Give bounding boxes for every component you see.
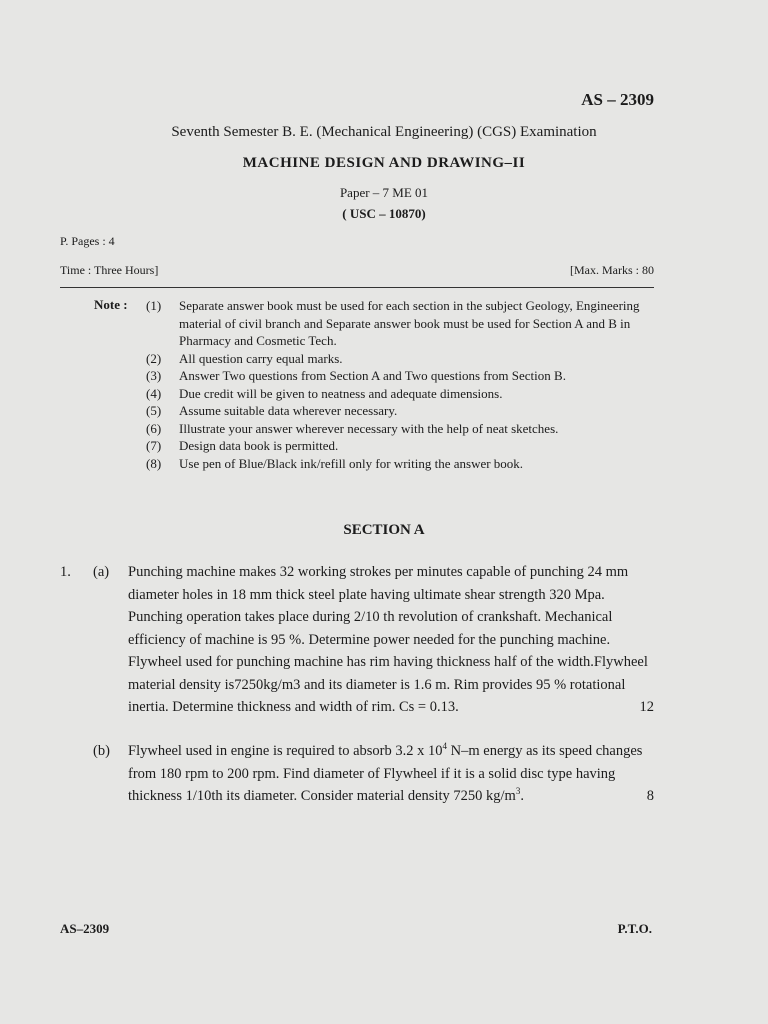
note-label: Note :	[94, 297, 128, 312]
subject-title: MACHINE DESIGN AND DRAWING–II	[242, 155, 526, 171]
subquestion-b-label: (b)	[93, 743, 110, 759]
note-item: (3) Answer Two questions from Section A and Two questions from Section B.	[146, 368, 566, 383]
paper-code-top: AS – 2309	[581, 90, 654, 109]
subquestion-b-text-3: .	[520, 788, 524, 804]
note-item: (7) Design data book is permitted.	[146, 438, 339, 453]
note-item: (4) Due credit will be given to neatness and adequate dimensions.	[146, 385, 503, 401]
max-marks: [Max. Marks : 80	[570, 263, 654, 277]
footer-paper-code: AS–2309	[60, 921, 110, 936]
usc-code: ( USC – 10870)	[342, 206, 426, 221]
note-item: (2) All question carry equal marks.	[146, 350, 343, 366]
subquestion-a	[128, 561, 654, 719]
question-number: 1.	[60, 564, 71, 580]
section-a-title: SECTION A	[343, 522, 425, 538]
exponent: 4	[442, 741, 448, 752]
subquestion-b-marks: 8	[646, 788, 654, 804]
note-item: (8) Use pen of Blue/Black ink/refill only for writing the answer book.	[146, 455, 524, 471]
subquestion-b-text-2: N–m energy as its speed changes from 180 rpm to 200 rpm. Find diameter of Flywheel if it is a solid disc type having thickness 1/10th its diameter. Consider material density 7250 kg/m	[128, 743, 643, 804]
time-allowed: Time : Three Hours]	[60, 263, 159, 277]
header-divider	[60, 287, 654, 288]
note-item: (5) Assume suitable data wherever necessary.	[146, 403, 398, 418]
note-item: (1) Separate answer book must be used for each section in the subject Geology, Engineering material of civil branch and Separate answer book must be used for Section A and B in Pharmacy and Cosmetic Tech.	[146, 298, 640, 348]
paper-number: Paper – 7 ME 01	[339, 185, 429, 200]
exam-title: Seventh Semester B. E. (Mechanical Engineering) (CGS) Examination	[171, 124, 597, 140]
subquestion-a-marks: 12	[639, 699, 654, 715]
footer-pto: P.T.O.	[617, 921, 652, 936]
subquestion-b-text-1: Flywheel used in engine is required to absorb 3.2 x 10	[128, 743, 443, 759]
page-count: P. Pages : 4	[60, 234, 115, 248]
subquestion-b	[128, 740, 654, 808]
note-item: (6) Illustrate your answer wherever necessary with the help of neat sketches.	[146, 420, 559, 436]
subquestion-a-text: Punching machine makes 32 working strokes per minutes capable of punching 24 mm diameter holes in 18 mm thick steel plate having ultimate shear strength 320 Mpa. Punching operation takes place during 2/10 th revolution of crankshaft. Mechanical efficiency of machine is 95 %. Determine power needed for the punching machine. Flywheel used for punching machine has rim having thickness half of the width.Flywheel material density is7250kg/m3 and its diameter is 1.6 m. Rim provides 95 % rotational inertia. Determine thickness and width of rim. Cs = 0.13.	[128, 564, 648, 715]
note-list	[146, 297, 656, 472]
subquestion-a-label: (a)	[93, 564, 110, 580]
exponent: 3	[515, 786, 521, 797]
